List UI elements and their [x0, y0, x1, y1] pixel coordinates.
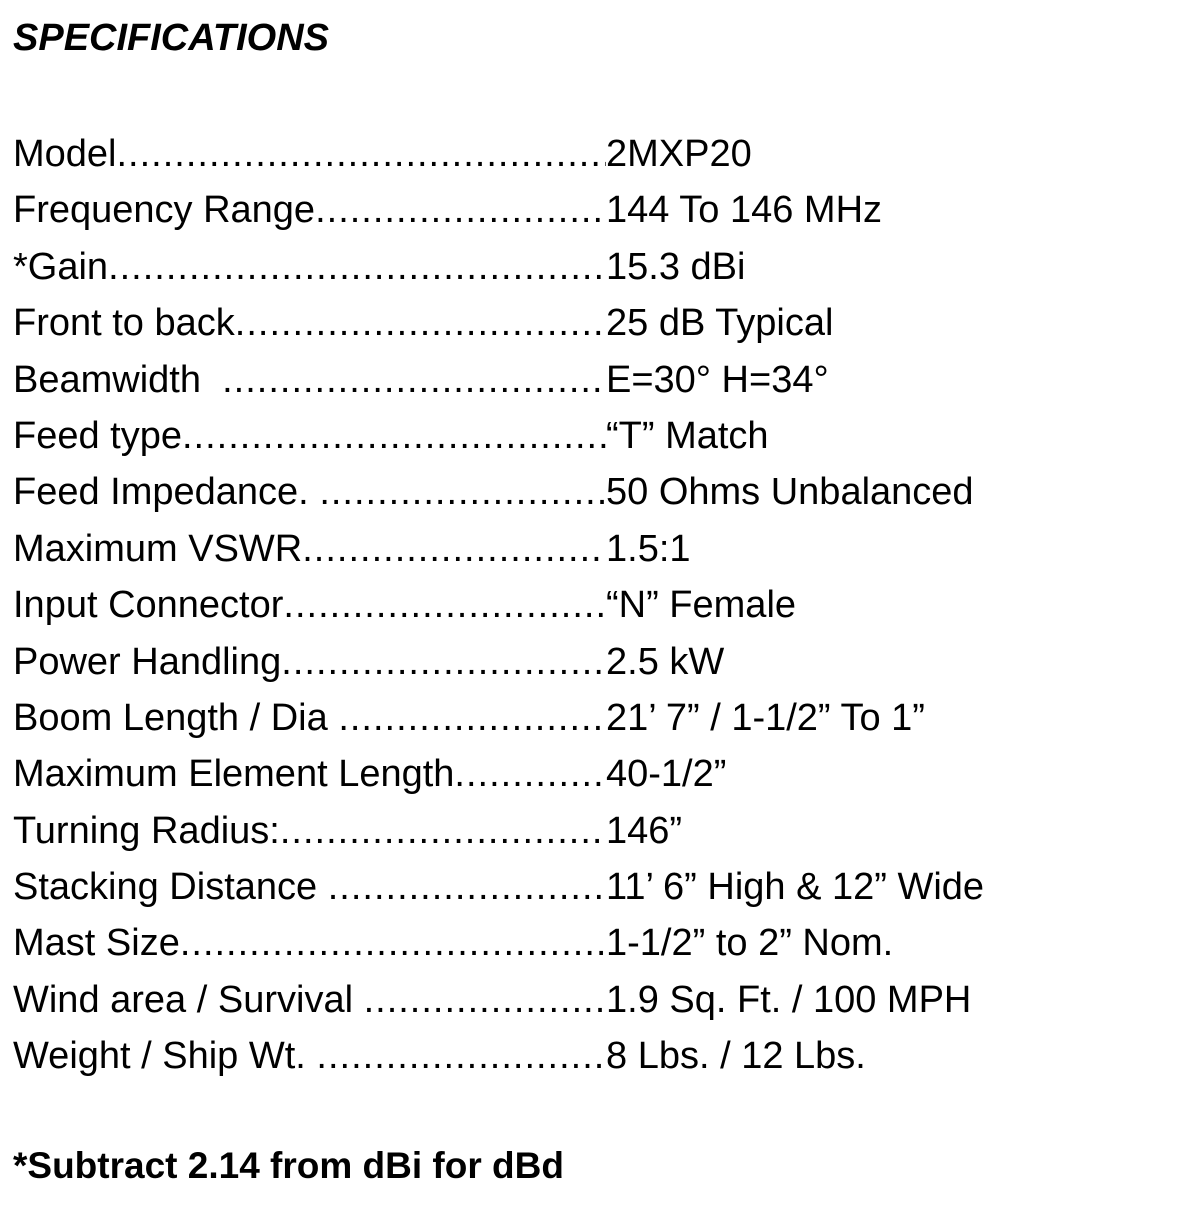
spec-row-beamwidth — [13, 352, 1183, 408]
spec-row-turning-radius — [13, 803, 1183, 859]
dot-leader — [108, 239, 606, 295]
spec-row-boom-length — [13, 690, 1183, 746]
spec-row-stacking-distance — [13, 859, 1183, 915]
spec-row-maximum-element-length — [13, 746, 1183, 802]
spec-label: *Gain — [13, 245, 109, 288]
spec-row-frequency-range — [13, 182, 1183, 238]
spec-label: Model — [13, 133, 117, 175]
spec-label: Feed type — [13, 414, 182, 457]
dot-leader — [280, 803, 606, 859]
spec-label: Weight / Ship Wt. — [13, 1035, 317, 1078]
spec-label: Beamwidth — [13, 358, 223, 401]
spec-value: 1-1/2” to 2” Nom. — [606, 922, 894, 965]
dot-leader — [319, 464, 606, 520]
dot-leader — [180, 915, 606, 971]
dot-leader — [315, 182, 606, 238]
spec-value: 8 Lbs. / 12 Lbs. — [606, 1035, 866, 1078]
spec-label: Boom Length / Dia — [13, 696, 339, 739]
spec-value: 1.5:1 — [606, 527, 691, 570]
spec-value: 21’ 7” / 1-1/2” To 1” — [606, 696, 925, 739]
dot-leader — [328, 859, 606, 915]
dot-leader — [302, 521, 606, 577]
dot-leader — [117, 126, 607, 182]
spec-value: 2.5 kW — [606, 640, 725, 683]
spec-label: Turning Radius: — [13, 809, 280, 852]
spec-row-feed-impedance — [13, 464, 1183, 520]
spec-row-mast-size — [13, 915, 1183, 971]
spec-label: Maximum Element Length — [13, 753, 455, 796]
spec-row-gain — [13, 239, 1183, 295]
spec-value: 50 Ohms Unbalanced — [606, 471, 974, 514]
spec-row-weight — [13, 1028, 1183, 1084]
dot-leader — [454, 746, 606, 802]
spec-value: 144 To 146 MHz — [606, 189, 883, 232]
spec-label: Frequency Range — [13, 189, 316, 232]
spec-row-power-handling — [13, 634, 1183, 690]
spec-value: E=30° H=34° — [606, 358, 829, 401]
spec-row-model — [13, 126, 1183, 182]
spec-label: Feed Impedance. — [13, 471, 320, 514]
specifications-list — [13, 126, 1183, 1085]
dot-leader — [364, 972, 606, 1028]
spec-value: 146” — [606, 809, 683, 852]
spec-label: Mast Size — [13, 922, 180, 965]
spec-value: 1.9 Sq. Ft. / 100 MPH — [606, 978, 972, 1021]
spec-value: 15.3 dBi — [606, 245, 746, 288]
spec-label: Maximum VSWR — [13, 527, 303, 570]
spec-value: 25 dB Typical — [606, 302, 834, 345]
footnote: *Subtract 2.14 from dBi for dBd — [13, 1145, 564, 1186]
spec-row-maximum-vswr — [13, 521, 1183, 577]
dot-leader — [235, 295, 606, 351]
spec-value: “N” Female — [606, 584, 797, 627]
dot-leader — [283, 577, 606, 633]
spec-label: Front to back — [13, 302, 235, 345]
dot-leader — [316, 1028, 606, 1084]
spec-row-front-to-back — [13, 295, 1183, 351]
spec-row-input-connector — [13, 577, 1183, 633]
spec-value: 40-1/2” — [606, 753, 727, 796]
spec-label: Input Connector — [13, 584, 284, 627]
spec-value: 2MXP20 — [606, 133, 752, 175]
dot-leader — [338, 690, 606, 746]
spec-value: 11’ 6” High & 12” Wide — [606, 866, 985, 909]
spec-value: “T” Match — [606, 414, 769, 457]
dot-leader — [222, 352, 606, 408]
dot-leader — [182, 408, 606, 464]
dot-leader — [281, 634, 606, 690]
spec-row-feed-type — [13, 408, 1183, 464]
spec-label: Wind area / Survival — [13, 978, 364, 1021]
spec-label: Power Handling — [13, 640, 282, 683]
spec-row-wind-area — [13, 972, 1183, 1028]
page-title: SPECIFICATIONS — [13, 17, 329, 59]
spec-label: Stacking Distance — [13, 866, 328, 909]
